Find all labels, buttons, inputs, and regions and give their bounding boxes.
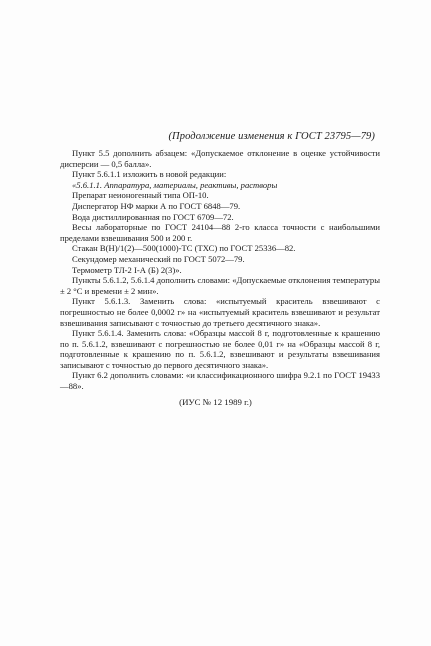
list-item-scales: Весы лабораторные по ГОСТ 24104—88 2-го класса точности с наибольшими пределами взвешивания 500 и 200 г. (60, 222, 380, 243)
publication-reference: (ИУС № 12 1989 г.) (179, 397, 252, 407)
paragraph-5-6-1-1-title: «5.6.1.1. Аппаратура, материалы, реактивы, растворы (72, 179, 278, 190)
paragraph-5-6-1-1-intro: Пункт 5.6.1.1 изложить в новой редакции: (72, 169, 227, 180)
list-item-dispersant: Диспергатор НФ марки А по ГОСТ 6848—79. (72, 200, 241, 211)
list-item-stopwatch: Секундомер механический по ГОСТ 5072—79. (72, 253, 245, 264)
paragraph-6-2: Пункт 6.2 дополнить словами: «и классификационного шифра 9.2.1 по ГОСТ 19433—88». (60, 370, 380, 392)
paragraph-5-6-1-4: Пункт 5.6.1.4. Заменить слова: «Образцы массой 8 г, подготовленные к крашению по п. 5.6.1.2, взвешивают с погрешностью не более 0,01 г» на «Образцы массой 8 г, подготовленные к крашению по п. 5.6.1.2, взвешивают и результаты взвешивания записывают с точностью до первого десятичного знака». (60, 328, 380, 370)
document-body (60, 148, 380, 392)
paragraph-5-6-1-3: Пункт 5.6.1.3. Заменить слова: «испытуемый краситель взвешивают с погрешностью не более 0,0002 г» на «испытуемый краситель взвешивают и результат взвешивания записывают с точностью до третьего десятичного знака». (60, 296, 380, 328)
list-item-water: Вода дистиллированная по ГОСТ 6709—72. (72, 211, 234, 222)
list-item-preparation: Препарат неионогенный типа ОП-10. (72, 190, 209, 201)
paragraph-5-5: Пункт 5.5 дополнить абзацем: «Допускаемое отклонение в оценке устойчивости дисперсии — 0,5 балла». (60, 148, 380, 169)
list-item-beaker: Стакан В(Н)/1(2)—500(1000)-ТС (ТХС) по ГОСТ 25336—82. (72, 243, 296, 254)
continuation-header: (Продолжение изменения к ГОСТ 23795—79) (168, 131, 375, 142)
paragraph-5-6-1-2-and-5-6-1-4: Пункты 5.6.1.2, 5.6.1.4 дополнить словами: «Допускаемые отклонения температуры ± 2 °С и времени ± 2 мин». (60, 275, 380, 296)
list-item-thermometer: Термометр ТЛ-2 I-А (Б) 2(3)». (72, 264, 182, 275)
